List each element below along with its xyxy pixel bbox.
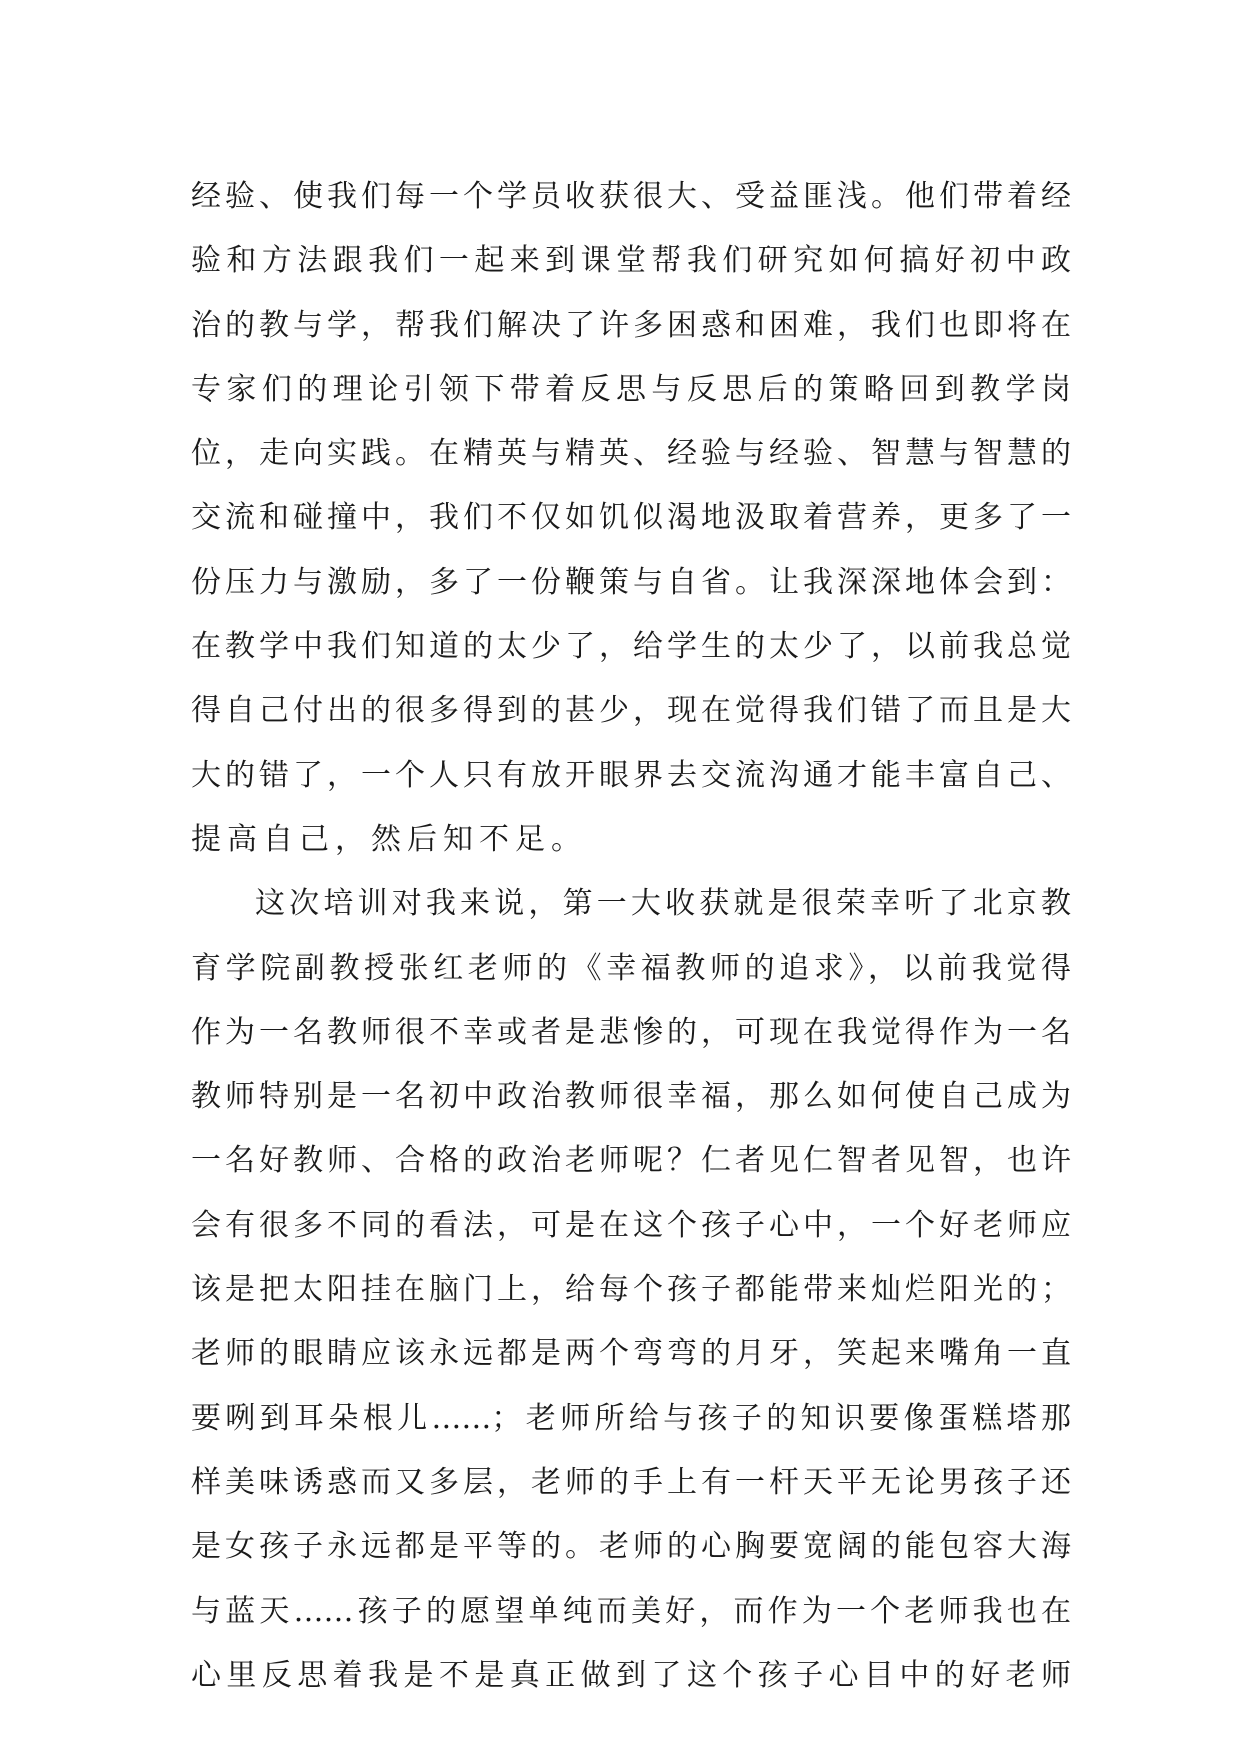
text-line: 作为一名教师很不幸或者是悲惨的，可现在我觉得作为一名: [191, 1014, 1071, 1050]
text-line: 交流和碰撞中，我们不仅如饥似渴地汲取着营养，更多了一: [191, 500, 1071, 536]
text-line: 与蓝天……孩子的愿望单纯而美好，而作为一个老师我也在: [191, 1593, 1071, 1629]
text-line: 样美味诱惑而又多层，老师的手上有一杆天平无论男孩子还: [191, 1464, 1071, 1500]
text-line: 要咧到耳朵根儿……；老师所给与孩子的知识要像蛋糕塔那: [191, 1400, 1071, 1436]
text-line: 老师的眼睛应该永远都是两个弯弯的月牙，笑起来嘴角一直: [191, 1336, 1071, 1372]
body-text: [191, 165, 1071, 1708]
text-line: 治的教与学，帮我们解决了许多困惑和困难，我们也即将在: [191, 307, 1071, 343]
text-line: 一名好教师、合格的政治老师呢？仁者见仁智者见智，也许: [191, 1143, 1071, 1179]
paragraph-end-line: 提高自己，然后知不足。: [191, 821, 587, 857]
text-line: 心里反思着我是不是真正做到了这个孩子心目中的好老师: [191, 1657, 1071, 1693]
text-line: 大的错了，一个人只有放开眼界去交流沟通才能丰富自己、: [191, 757, 1071, 793]
paragraph-first-line: 这次培训对我来说，第一大收获就是很荣幸听了北京教: [255, 886, 1071, 922]
text-line: 经验、使我们每一个学员收获很大、受益匪浅。他们带着经: [191, 179, 1071, 214]
text-line: 专家们的理论引领下带着反思与反思后的策略回到教学岗: [191, 371, 1071, 407]
text-line: 该是把太阳挂在脑门上，给每个孩子都能带来灿烂阳光的；: [191, 1272, 1071, 1308]
text-line: 份压力与激励，多了一份鞭策与自省。让我深深地体会到：: [191, 564, 1071, 600]
text-line: 位，走向实践。在精英与精英、经验与经验、智慧与智慧的: [191, 436, 1071, 472]
text-line: 育学院副教授张红老师的《幸福教师的追求》，以前我觉得: [191, 950, 1071, 986]
text-line: 会有很多不同的看法，可是在这个孩子心中，一个好老师应: [191, 1207, 1071, 1243]
text-line: 在教学中我们知道的太少了，给学生的太少了，以前我总觉: [191, 629, 1071, 665]
text-line: 教师特别是一名初中政治教师很幸福，那么如何使自己成为: [191, 1079, 1071, 1115]
text-line: 验和方法跟我们一起来到课堂帮我们研究如何搞好初中政: [191, 243, 1071, 279]
text-line: 得自己付出的很多得到的甚少，现在觉得我们错了而且是大: [191, 693, 1071, 729]
text-line: 是女孩子永远都是平等的。老师的心胸要宽阔的能包容大海: [191, 1529, 1071, 1565]
